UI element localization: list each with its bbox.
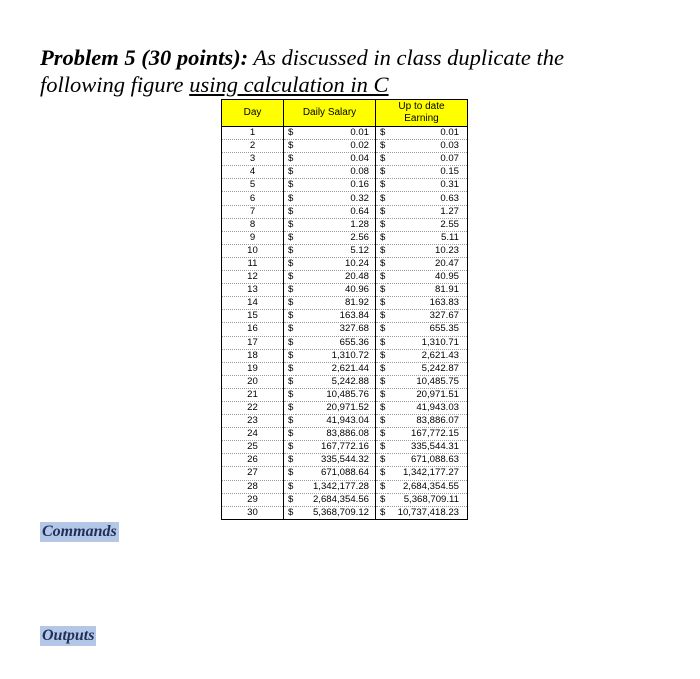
daily-salary-cell: 1,310.72 — [296, 349, 376, 362]
salary-currency-symbol: $ — [284, 127, 296, 140]
earning-currency-symbol: $ — [376, 493, 388, 506]
earning-cell: 0.01 — [388, 127, 468, 140]
earning-currency-symbol: $ — [376, 192, 388, 205]
instruction-part-2b: using calculation in C — [189, 72, 389, 97]
daily-salary-cell: 0.16 — [296, 179, 376, 192]
day-cell: 10 — [222, 244, 284, 257]
earning-cell: 10,485.75 — [388, 375, 468, 388]
header-day: Day — [222, 100, 284, 127]
earning-cell: 335,544.31 — [388, 441, 468, 454]
daily-salary-cell: 167,772.16 — [296, 441, 376, 454]
daily-salary-cell: 20.48 — [296, 271, 376, 284]
earning-cell: 2,621.43 — [388, 349, 468, 362]
table-row — [222, 401, 468, 414]
daily-salary-cell: 0.01 — [296, 127, 376, 140]
earning-cell: 10.23 — [388, 244, 468, 257]
day-cell: 30 — [222, 506, 284, 519]
earning-currency-symbol: $ — [376, 362, 388, 375]
table-row — [222, 415, 468, 428]
earning-cell: 0.03 — [388, 140, 468, 153]
day-cell: 1 — [222, 127, 284, 140]
table-row — [222, 467, 468, 480]
salary-currency-symbol: $ — [284, 179, 296, 192]
earning-cell: 0.07 — [388, 153, 468, 166]
day-cell: 3 — [222, 153, 284, 166]
day-cell: 5 — [222, 179, 284, 192]
daily-salary-cell: 335,544.32 — [296, 454, 376, 467]
salary-currency-symbol: $ — [284, 140, 296, 153]
table-row — [222, 140, 468, 153]
daily-salary-cell: 1,342,177.28 — [296, 480, 376, 493]
daily-salary-cell: 5,368,709.12 — [296, 506, 376, 519]
earning-currency-symbol: $ — [376, 388, 388, 401]
earning-cell: 167,772.15 — [388, 428, 468, 441]
table-row — [222, 127, 468, 140]
table-row — [222, 506, 468, 519]
day-cell: 17 — [222, 336, 284, 349]
earning-currency-symbol: $ — [376, 310, 388, 323]
earning-cell: 0.15 — [388, 166, 468, 179]
salary-currency-symbol: $ — [284, 297, 296, 310]
table-row — [222, 271, 468, 284]
salary-currency-symbol: $ — [284, 271, 296, 284]
earning-cell: 1.27 — [388, 205, 468, 218]
day-cell: 8 — [222, 218, 284, 231]
daily-salary-cell: 2.56 — [296, 231, 376, 244]
earning-cell: 2.55 — [388, 218, 468, 231]
day-cell: 6 — [222, 192, 284, 205]
daily-salary-cell: 0.08 — [296, 166, 376, 179]
table-row — [222, 441, 468, 454]
earning-currency-symbol: $ — [376, 218, 388, 231]
earning-currency-symbol: $ — [376, 323, 388, 336]
earning-currency-symbol: $ — [376, 375, 388, 388]
salary-currency-symbol: $ — [284, 323, 296, 336]
earning-currency-symbol: $ — [376, 284, 388, 297]
salary-currency-symbol: $ — [284, 166, 296, 179]
earning-currency-symbol: $ — [376, 467, 388, 480]
daily-salary-cell: 81.92 — [296, 297, 376, 310]
salary-currency-symbol: $ — [284, 218, 296, 231]
earning-cell: 0.31 — [388, 179, 468, 192]
daily-salary-cell: 327.68 — [296, 323, 376, 336]
earning-cell: 655.35 — [388, 323, 468, 336]
salary-currency-symbol: $ — [284, 415, 296, 428]
earning-currency-symbol: $ — [376, 480, 388, 493]
table-row — [222, 375, 468, 388]
day-cell: 2 — [222, 140, 284, 153]
day-cell: 7 — [222, 205, 284, 218]
salary-currency-symbol: $ — [284, 467, 296, 480]
day-cell: 18 — [222, 349, 284, 362]
salary-currency-symbol: $ — [284, 493, 296, 506]
salary-currency-symbol: $ — [284, 257, 296, 270]
earning-currency-symbol: $ — [376, 205, 388, 218]
table-row — [222, 428, 468, 441]
day-cell: 16 — [222, 323, 284, 336]
daily-salary-cell: 2,684,354.56 — [296, 493, 376, 506]
table-row — [222, 257, 468, 270]
earning-currency-symbol: $ — [376, 441, 388, 454]
day-cell: 19 — [222, 362, 284, 375]
table-row — [222, 388, 468, 401]
salary-currency-symbol: $ — [284, 454, 296, 467]
salary-currency-symbol: $ — [284, 441, 296, 454]
salary-currency-symbol: $ — [284, 284, 296, 297]
daily-salary-cell: 5,242.88 — [296, 375, 376, 388]
problem-heading: Problem 5 (30 points): — [40, 45, 249, 70]
earning-cell: 327.67 — [388, 310, 468, 323]
earning-currency-symbol: $ — [376, 231, 388, 244]
earning-cell: 5.11 — [388, 231, 468, 244]
problem-statement — [40, 44, 680, 98]
instruction-part-2a: following figure — [40, 72, 190, 97]
daily-salary-cell: 10.24 — [296, 257, 376, 270]
salary-currency-symbol: $ — [284, 349, 296, 362]
salary-table-header — [222, 100, 468, 127]
salary-currency-symbol: $ — [284, 480, 296, 493]
daily-salary-cell: 0.02 — [296, 140, 376, 153]
salary-currency-symbol: $ — [284, 231, 296, 244]
salary-currency-symbol: $ — [284, 506, 296, 519]
day-cell: 14 — [222, 297, 284, 310]
day-cell: 9 — [222, 231, 284, 244]
earning-currency-symbol: $ — [376, 166, 388, 179]
table-row — [222, 284, 468, 297]
table-row — [222, 493, 468, 506]
day-cell: 20 — [222, 375, 284, 388]
salary-table-body — [222, 127, 468, 520]
earning-cell: 20.47 — [388, 257, 468, 270]
earning-currency-symbol: $ — [376, 140, 388, 153]
table-row — [222, 244, 468, 257]
earning-currency-symbol: $ — [376, 454, 388, 467]
earning-cell: 671,088.63 — [388, 454, 468, 467]
day-cell: 29 — [222, 493, 284, 506]
earning-currency-symbol: $ — [376, 415, 388, 428]
table-row — [222, 349, 468, 362]
earning-cell: 20,971.51 — [388, 388, 468, 401]
commands-label: Commands — [42, 523, 117, 540]
earning-currency-symbol: $ — [376, 336, 388, 349]
table-row — [222, 218, 468, 231]
salary-currency-symbol: $ — [284, 388, 296, 401]
daily-salary-cell: 0.04 — [296, 153, 376, 166]
table-row — [222, 192, 468, 205]
earning-currency-symbol: $ — [376, 271, 388, 284]
salary-currency-symbol: $ — [284, 244, 296, 257]
earning-cell: 41,943.03 — [388, 401, 468, 414]
earning-cell: 5,368,709.11 — [388, 493, 468, 506]
earning-currency-symbol: $ — [376, 297, 388, 310]
table-row — [222, 362, 468, 375]
day-cell: 4 — [222, 166, 284, 179]
salary-table — [221, 99, 468, 520]
salary-currency-symbol: $ — [284, 428, 296, 441]
day-cell: 26 — [222, 454, 284, 467]
title-line-1 — [40, 44, 680, 71]
day-cell: 23 — [222, 415, 284, 428]
earning-cell: 5,242.87 — [388, 362, 468, 375]
earning-currency-symbol: $ — [376, 153, 388, 166]
day-cell: 27 — [222, 467, 284, 480]
title-line-2 — [40, 71, 680, 98]
earning-currency-symbol: $ — [376, 127, 388, 140]
earning-cell: 81.91 — [388, 284, 468, 297]
earning-cell: 2,684,354.55 — [388, 480, 468, 493]
salary-currency-symbol: $ — [284, 375, 296, 388]
table-row — [222, 297, 468, 310]
day-cell: 13 — [222, 284, 284, 297]
table-row — [222, 205, 468, 218]
header-daily-salary: Daily Salary — [284, 100, 376, 127]
salary-currency-symbol: $ — [284, 336, 296, 349]
day-cell: 12 — [222, 271, 284, 284]
earning-cell: 1,310.71 — [388, 336, 468, 349]
salary-currency-symbol: $ — [284, 310, 296, 323]
earning-currency-symbol: $ — [376, 349, 388, 362]
daily-salary-cell: 1.28 — [296, 218, 376, 231]
daily-salary-cell: 655.36 — [296, 336, 376, 349]
earning-currency-symbol: $ — [376, 506, 388, 519]
salary-currency-symbol: $ — [284, 401, 296, 414]
daily-salary-cell: 40.96 — [296, 284, 376, 297]
salary-currency-symbol: $ — [284, 153, 296, 166]
daily-salary-cell: 20,971.52 — [296, 401, 376, 414]
daily-salary-cell: 5.12 — [296, 244, 376, 257]
day-cell: 22 — [222, 401, 284, 414]
daily-salary-cell: 163.84 — [296, 310, 376, 323]
daily-salary-cell: 83,886.08 — [296, 428, 376, 441]
salary-currency-symbol: $ — [284, 192, 296, 205]
daily-salary-cell: 10,485.76 — [296, 388, 376, 401]
table-row — [222, 323, 468, 336]
earning-cell: 83,886.07 — [388, 415, 468, 428]
day-cell: 11 — [222, 257, 284, 270]
earning-cell: 1,342,177.27 — [388, 467, 468, 480]
instruction-part-1: As discussed in class duplicate the — [253, 45, 564, 70]
daily-salary-cell: 41,943.04 — [296, 415, 376, 428]
table-row — [222, 310, 468, 323]
salary-currency-symbol: $ — [284, 362, 296, 375]
day-cell: 24 — [222, 428, 284, 441]
earning-cell: 40.95 — [388, 271, 468, 284]
day-cell: 15 — [222, 310, 284, 323]
day-cell: 25 — [222, 441, 284, 454]
daily-salary-cell: 671,088.64 — [296, 467, 376, 480]
table-row — [222, 231, 468, 244]
earning-cell: 0.63 — [388, 192, 468, 205]
outputs-label: Outputs — [42, 627, 95, 644]
table-row — [222, 179, 468, 192]
salary-currency-symbol: $ — [284, 205, 296, 218]
header-earning-line-2: Earning — [404, 113, 439, 124]
day-cell: 21 — [222, 388, 284, 401]
daily-salary-cell: 0.64 — [296, 205, 376, 218]
day-cell: 28 — [222, 480, 284, 493]
earning-currency-symbol: $ — [376, 428, 388, 441]
daily-salary-cell: 0.32 — [296, 192, 376, 205]
earning-currency-symbol: $ — [376, 244, 388, 257]
header-earning-line-1: Up to date — [398, 101, 445, 112]
daily-salary-cell: 2,621.44 — [296, 362, 376, 375]
table-row — [222, 336, 468, 349]
table-row — [222, 166, 468, 179]
header-up-to-date-earning — [376, 100, 468, 127]
table-row — [222, 454, 468, 467]
table-row — [222, 480, 468, 493]
earning-currency-symbol: $ — [376, 257, 388, 270]
earning-cell: 163.83 — [388, 297, 468, 310]
earning-currency-symbol: $ — [376, 401, 388, 414]
table-row — [222, 153, 468, 166]
earning-currency-symbol: $ — [376, 179, 388, 192]
earning-cell: 10,737,418.23 — [388, 506, 468, 519]
